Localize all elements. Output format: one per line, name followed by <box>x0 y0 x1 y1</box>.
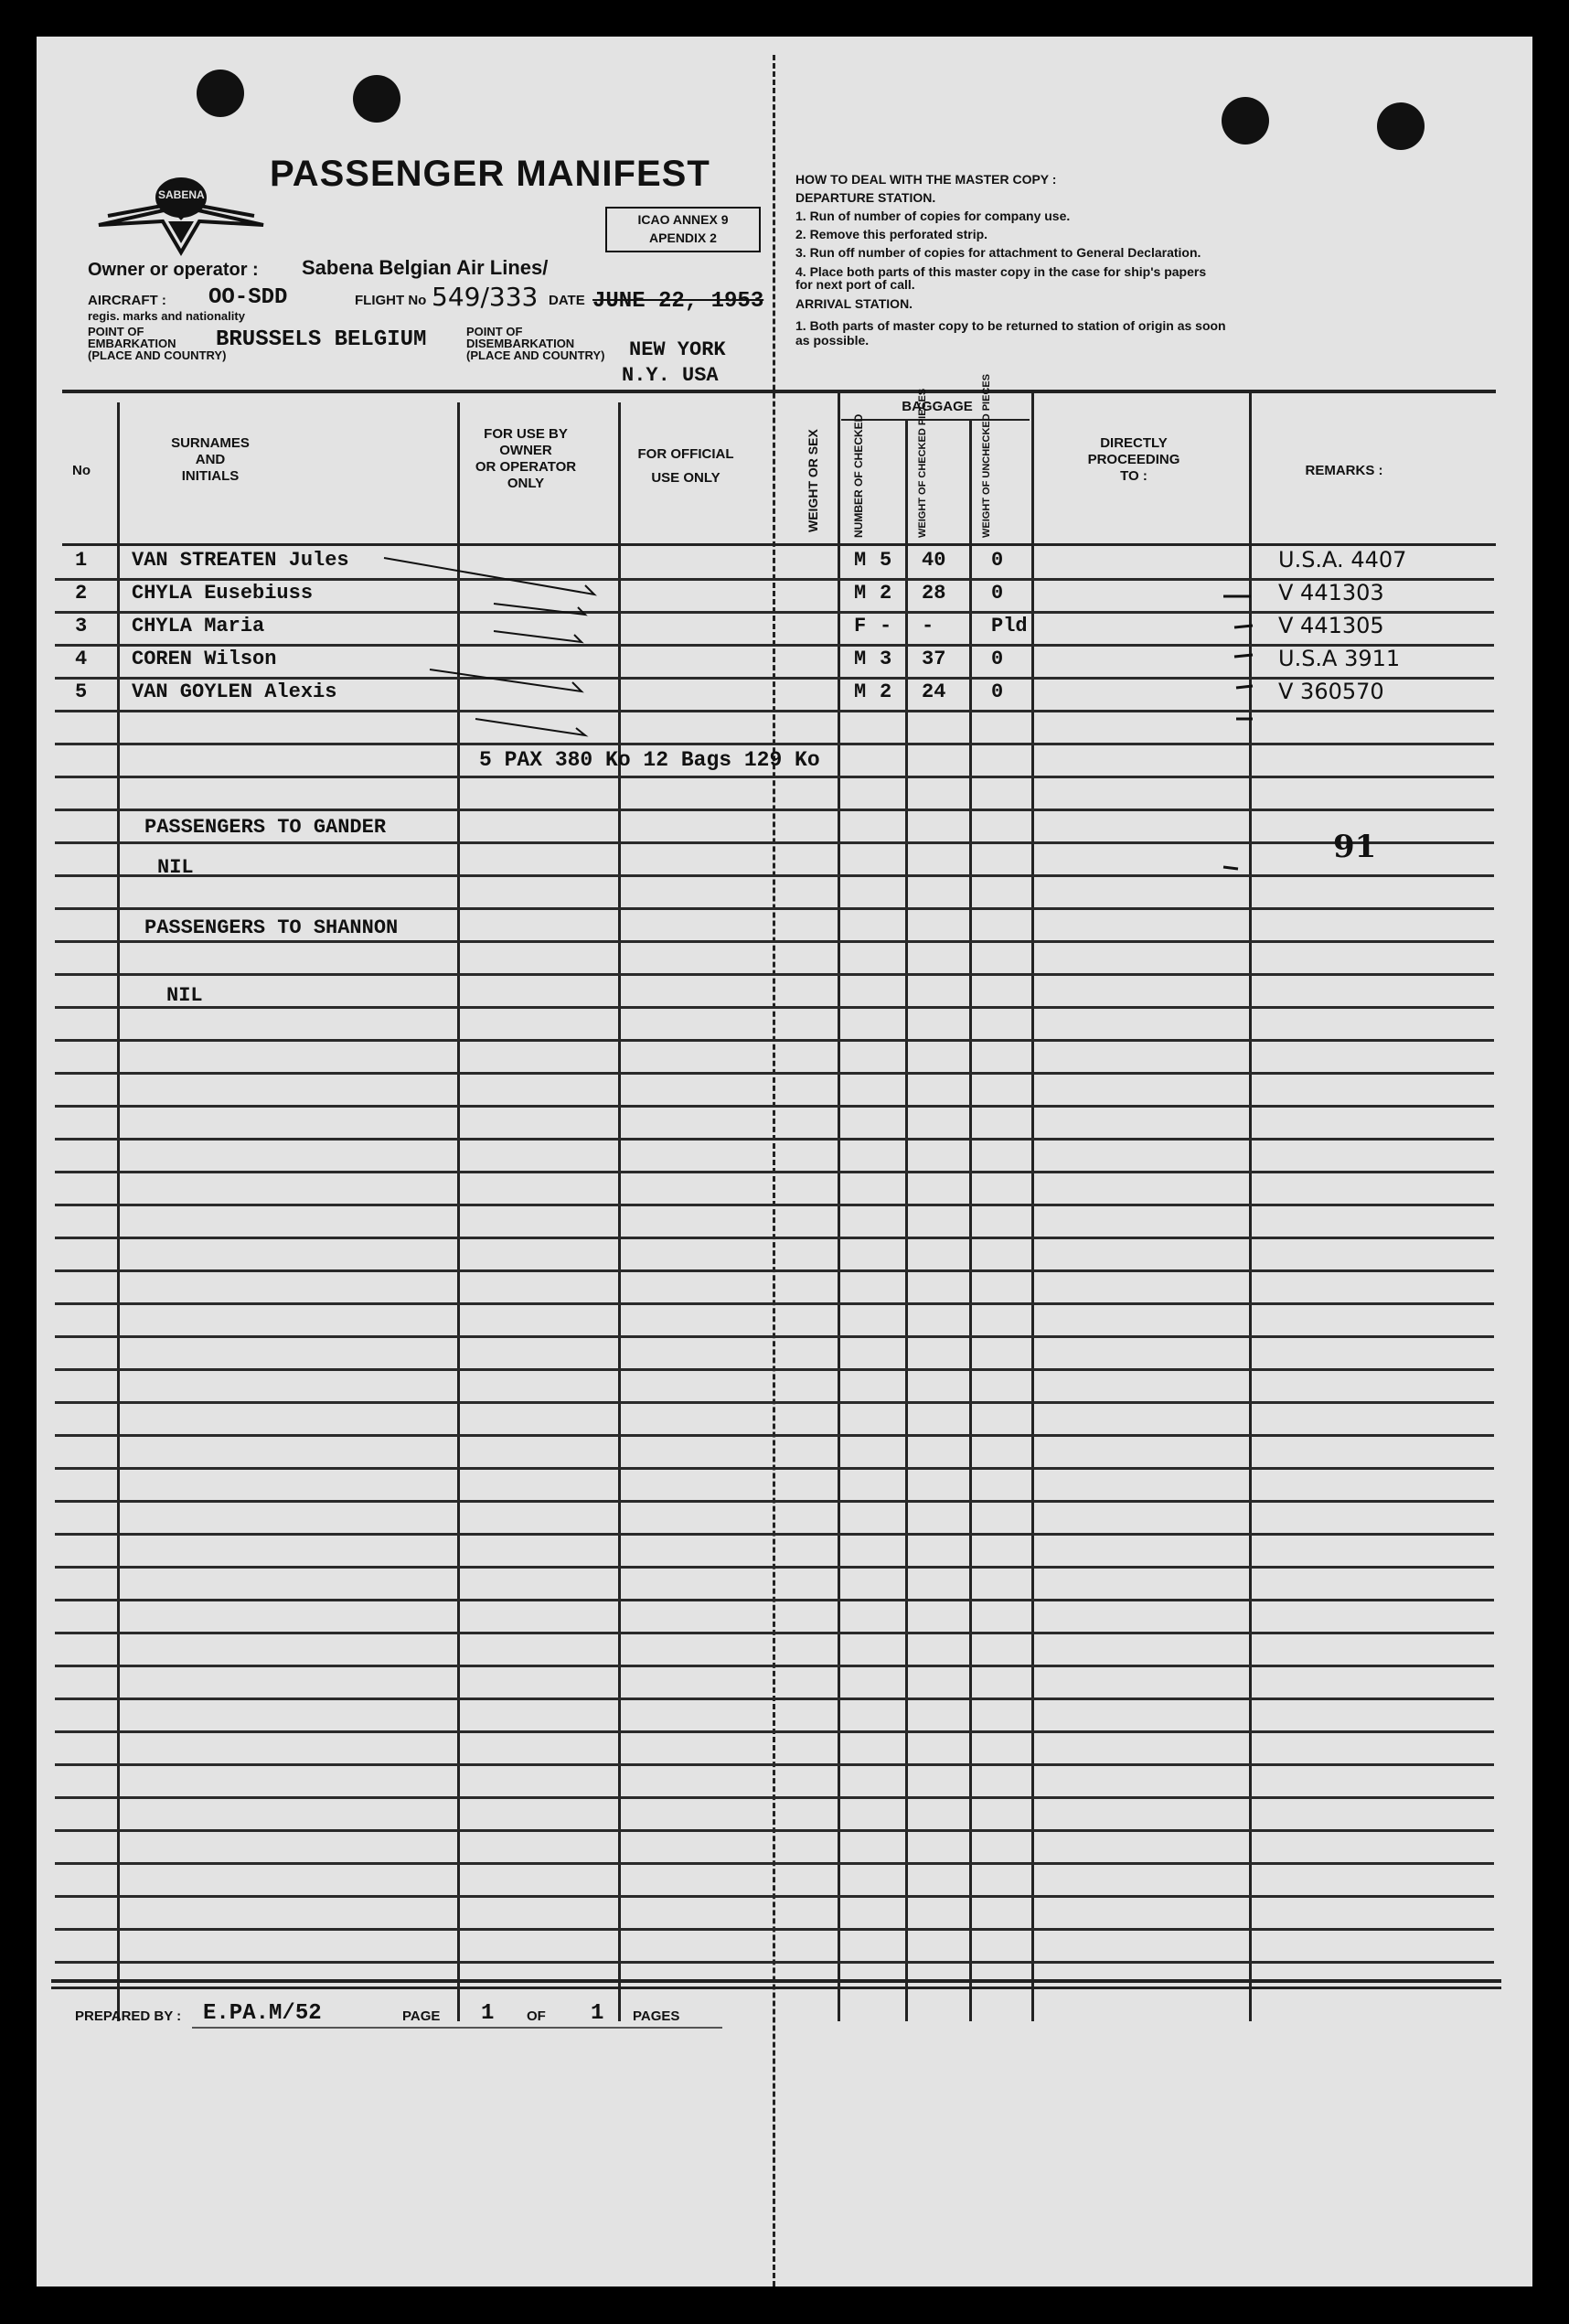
flight-label: FLIGHT No <box>355 293 427 308</box>
page-title: PASSENGER MANIFEST <box>270 154 710 194</box>
col-header-line: PROCEEDING <box>1087 452 1180 467</box>
row-line <box>55 1500 1494 1503</box>
page-value: 1 <box>481 2001 495 2026</box>
col-header-line: USE ONLY <box>651 470 720 486</box>
row-line <box>55 1533 1494 1536</box>
row-line <box>55 1006 1494 1009</box>
embark-value: BRUSSELS BELGIUM <box>216 327 427 352</box>
pax-bag-count: 2 <box>880 680 892 703</box>
row-line <box>55 1928 1494 1931</box>
col-header-weight-checked: WEIGHT OF CHECKED PIECES <box>917 388 928 538</box>
prepared-value: E.PA.M/52 <box>203 2001 322 2026</box>
row-line <box>55 710 1494 712</box>
note-line: PASSENGERS TO SHANNON <box>144 916 399 939</box>
col-header-line: DIRECTLY <box>1100 435 1168 451</box>
row-line <box>55 776 1494 778</box>
note-line: NIL <box>157 856 194 879</box>
row-line <box>55 1665 1494 1667</box>
embark-label-line: (PLACE AND COUNTRY) <box>88 348 227 362</box>
col-header-proceeding <box>1051 435 1216 485</box>
annex-line: ICAO ANNEX 9 <box>637 212 729 227</box>
manifest-totals: 5 PAX 380 Ko 12 Bags 129 Ko <box>479 748 820 772</box>
aircraft-label: AIRCRAFT : <box>88 293 166 308</box>
pax-remark: U.S.A. 4407 <box>1278 547 1407 573</box>
column-divider <box>838 393 840 2021</box>
disembark-label <box>466 326 604 361</box>
row-line <box>55 809 1494 811</box>
pax-name: CHYLA Eusebiuss <box>132 582 314 605</box>
pages-label: PAGES <box>633 2008 680 2024</box>
punch-hole <box>197 70 244 117</box>
disembark-label-line: DISEMBARKATION <box>466 337 575 350</box>
instruction-step: as possible. <box>795 333 870 348</box>
row-line <box>55 1895 1494 1898</box>
pax-remark: V 441305 <box>1278 613 1384 638</box>
instruction-step: 3. Run off number of copies for attachment to General Declaration. <box>795 245 1201 260</box>
col-header-line: FOR USE BY <box>484 426 568 442</box>
pax-unchecked: 0 <box>991 582 1004 605</box>
pax-bag-weight: 37 <box>922 648 946 670</box>
col-header-official <box>617 446 754 487</box>
pax-remark: V 441303 <box>1278 580 1384 605</box>
pax-no: 4 <box>75 648 88 670</box>
instruction-step: for next port of call. <box>795 277 915 292</box>
instruction-step: 1. Run of number of copies for company use. <box>795 209 1071 223</box>
pax-no: 2 <box>75 582 88 605</box>
row-line <box>55 940 1494 943</box>
pax-bag-count: 2 <box>880 582 892 605</box>
pax-remark: U.S.A 3911 <box>1278 646 1401 671</box>
col-header-owner-use <box>457 426 594 492</box>
remark-dashes <box>1216 549 1262 878</box>
date-label: DATE <box>549 293 585 308</box>
col-header-line: ONLY <box>507 476 545 491</box>
instruction-step: 2. Remove this perforated strip. <box>795 227 988 241</box>
aircraft-value: OO-SDD <box>208 285 288 310</box>
pax-sex: F <box>854 615 867 637</box>
punch-hole <box>1377 102 1425 150</box>
pax-name: CHYLA Maria <box>132 615 265 637</box>
instruction-step: 1. Both parts of master copy to be returned to station of origin as soon <box>795 318 1226 333</box>
disembark-label-line: (PLACE AND COUNTRY) <box>466 348 605 362</box>
row-line <box>55 1072 1494 1075</box>
row-line <box>55 874 1494 877</box>
pax-sex: M <box>854 549 867 572</box>
punch-hole <box>353 75 400 123</box>
row-line <box>55 1269 1494 1272</box>
embark-label-line: EMBARKATION <box>88 337 176 350</box>
regis-label: regis. marks and nationality <box>88 309 245 323</box>
pax-bag-count: - <box>880 615 892 637</box>
pax-bag-weight: - <box>922 615 934 637</box>
row-line <box>55 1204 1494 1206</box>
icao-annex-box <box>605 207 761 252</box>
pax-sex: M <box>854 680 867 703</box>
disembark-label-line: POINT OF <box>466 325 523 338</box>
col-header-weight-unchecked: WEIGHT OF UNCHECKED PIECES <box>981 373 992 538</box>
flight-value: 549/333 <box>432 282 539 312</box>
col-header-remarks: REMARKS : <box>1305 463 1383 478</box>
row-line <box>55 1961 1494 1964</box>
instruction-step: 4. Place both parts of this master copy in the case for ship's papers <box>795 264 1207 279</box>
row-line <box>55 1862 1494 1865</box>
owner-value: Sabena Belgian Air Lines/ <box>302 256 549 279</box>
remarks-total: 91 <box>1333 829 1377 865</box>
pax-name: COREN Wilson <box>132 648 277 670</box>
row-line <box>55 1105 1494 1108</box>
prepared-label: PREPARED BY : <box>75 2008 182 2024</box>
row-line <box>55 1763 1494 1766</box>
disembark-value: NEW YORK <box>629 338 726 361</box>
row-line <box>55 1467 1494 1470</box>
col-header-line: FOR OFFICIAL <box>637 446 734 462</box>
pax-remark: V 360570 <box>1278 679 1384 704</box>
master-copy-instructions <box>795 170 1509 348</box>
note-line: PASSENGERS TO GANDER <box>144 816 387 839</box>
row-line <box>55 1566 1494 1569</box>
check-marks <box>366 512 640 750</box>
column-divider <box>969 421 972 2021</box>
note-line: NIL <box>166 984 203 1007</box>
pax-bag-count: 5 <box>880 549 892 572</box>
row-line <box>55 1697 1494 1700</box>
row-line <box>55 1796 1494 1799</box>
pax-bag-weight: 24 <box>922 680 946 703</box>
col-header-weight-sex: WEIGHT OR SEX <box>806 429 820 532</box>
instruction-heading: DEPARTURE STATION. <box>795 190 936 205</box>
pax-bag-weight: 28 <box>922 582 946 605</box>
table-top-border <box>62 390 1496 393</box>
pax-unchecked: 0 <box>991 549 1004 572</box>
table-header-border <box>62 543 1496 546</box>
instruction-heading: HOW TO DEAL WITH THE MASTER COPY : <box>795 172 1057 187</box>
instruction-heading: ARRIVAL STATION. <box>795 296 913 311</box>
row-line <box>55 841 1494 844</box>
row-line <box>55 1829 1494 1832</box>
pax-sex: M <box>854 648 867 670</box>
annex-line: APENDIX 2 <box>649 230 717 245</box>
row-line <box>55 1434 1494 1437</box>
row-line <box>55 973 1494 976</box>
embark-label <box>88 326 226 361</box>
col-header-line: SURNAMES <box>171 435 250 451</box>
col-header-line: OWNER <box>499 443 552 458</box>
pax-no: 5 <box>75 680 88 703</box>
row-line <box>55 1599 1494 1601</box>
row-line <box>55 743 1494 745</box>
row-line <box>55 907 1494 910</box>
pax-no: 3 <box>75 615 88 637</box>
row-line <box>55 1730 1494 1733</box>
col-header-line: OR OPERATOR <box>475 459 577 475</box>
logo-text: SABENA <box>158 188 205 201</box>
footer-underline <box>192 2027 722 2029</box>
row-line <box>55 1632 1494 1634</box>
row-line <box>55 1039 1494 1042</box>
col-header-line: AND <box>195 452 226 467</box>
pax-unchecked: 0 <box>991 648 1004 670</box>
col-header-baggage: BAGGAGE <box>902 399 973 414</box>
pax-name: VAN STREATEN Jules <box>132 549 349 572</box>
baggage-header-border <box>841 419 1030 421</box>
pax-sex: M <box>854 582 867 605</box>
of-label: OF <box>527 2008 546 2024</box>
pax-no: 1 <box>75 549 88 572</box>
pax-bag-count: 3 <box>880 648 892 670</box>
row-line <box>55 1401 1494 1404</box>
table-bottom-border <box>51 1987 1501 1989</box>
row-line <box>55 1335 1494 1338</box>
col-header-surnames <box>137 435 283 485</box>
row-line <box>55 1171 1494 1173</box>
col-header-line: INITIALS <box>181 468 240 484</box>
manifest-page <box>37 37 1532 2287</box>
of-value: 1 <box>591 2001 604 2026</box>
column-divider <box>1031 393 1034 2021</box>
table-bottom-border <box>51 1979 1501 1983</box>
column-divider <box>905 421 908 2021</box>
row-line <box>55 1237 1494 1239</box>
pax-unchecked: 0 <box>991 680 1004 703</box>
page-label: PAGE <box>402 2008 441 2024</box>
col-header-line: TO : <box>1120 468 1147 484</box>
row-line <box>55 1302 1494 1305</box>
row-line <box>55 1138 1494 1141</box>
date-value: JUNE 22, 1953 <box>592 289 764 314</box>
punch-hole <box>1222 97 1269 145</box>
pax-unchecked: Pld <box>991 615 1028 637</box>
pax-name: VAN GOYLEN Alexis <box>132 680 337 703</box>
col-header-num-checked: NUMBER OF CHECKED <box>852 413 865 538</box>
row-line <box>55 1368 1494 1371</box>
disembark-value: N.Y. USA <box>622 364 719 387</box>
owner-label: Owner or operator : <box>88 260 259 280</box>
embark-label-line: POINT OF <box>88 325 144 338</box>
pax-bag-weight: 40 <box>922 549 946 572</box>
sabena-logo-icon <box>90 161 272 262</box>
col-header-no: No <box>72 463 91 478</box>
